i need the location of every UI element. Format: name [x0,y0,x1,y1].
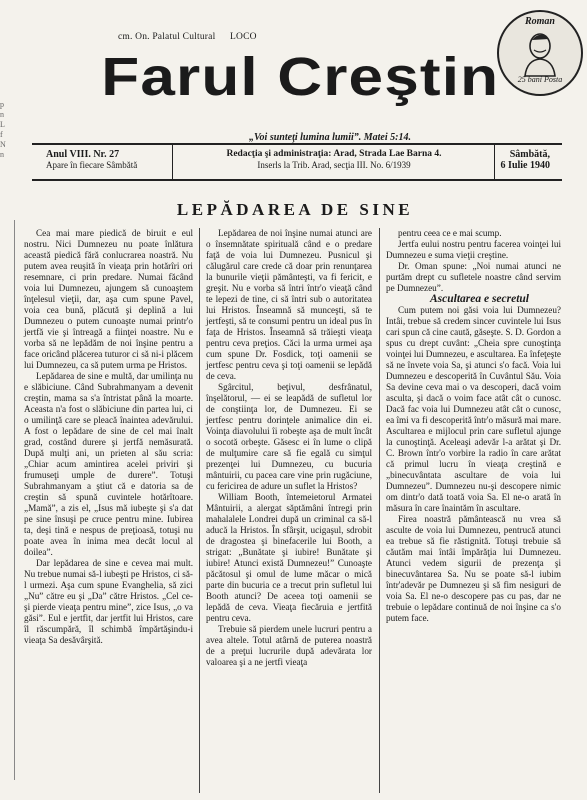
margin-notes [0,100,14,160]
margin-note: N [0,140,6,149]
article-title: LEPĂDAREA DE SINE [176,200,414,219]
paragraph: Lepădarea de noi înşine numai atunci are o însemnătate spirituală când e o predare faţă de voia lui Dumnezeu. Pusnicul şi călugărul care crede că doar prin renunţarea la bunurile vieţii pământeşti, va fi fericit, e greşit. Nu e vorba să întri într'o vieaţă când te lepezi de tine, ci să întri sub o autoritatea lui Hristos. Înseamnă să munceşti, să te jertfeşti, să te consumi pentru un ideal pus în faţa de Hristos. Înseamnă să trăieşti vieaţa pentru ceva preţios. Căci la urma urmei aşa cum spune Dr. Fosdick, toţi oamenii se jertfesc pentru ceva şi toţi oamenii se lepădă de ceva. [206,228,372,381]
issue-info [46,149,146,171]
library-stamp-text: cm. On. Palatul Cultural [118,32,216,42]
info-divider [494,145,495,179]
paragraph: Jertfa eului nostru pentru facerea voinţei lui Dumnezeu e suma vieţii creştine. [386,239,561,260]
editorial-info [184,149,484,171]
section-subheading: Ascultarea e secretul [429,293,530,305]
paragraph: pentru ceea ce e mai scump. [398,228,502,238]
column-rule [379,228,380,793]
price-stamp [497,10,583,96]
article-column-1 [24,228,193,646]
margin-note: f [0,130,3,139]
address: Redacţia şi administraţia: Arad, Strada Lae Barna 4. [226,149,442,159]
margin-note: p [0,100,4,109]
article-column-3 [386,228,561,624]
paragraph: Cum putem noi găsi voia lui Dumnezeu? Intâi, trebue să credem sincer cuvintele lui Isus cari spun că cine caută, găseşte. S. D. Gordon a spus cu drept cuvânt: „Cheia spre cunoştinţa voinţei lui Dumnezeu, e ascultarea. Ea înfeţeşte să ne învete voia Sa, şi atunci s'o facă. Voia lui Dumnezeu e descoperită în Cuvântul Său. Voia Sa devine ceva mai o va descoperi, dacă voim asculta, şi dacă o voim face atât cât o cunosc. Dacă fac voia lui Dumnezeu atât cât o cunosc, ea îmi va fi descoperită într'o măsură mai mare. Ascultarea e mijlocul prin care sufletul ajunge la cunoştinţă. Aceleaşi adevăr l-a arătat şi Dr. C. Brown într'o vorbire la radio în care arătat că primul lucru în vieaţa creştină e „binecuvântata ascultare de voia lui Dumnezeu”. Dumnezeu nu-şi descopere nimic om dintr'o dată toată voia Sa. El ne-o arată în măsura în care înaintăm în ascultare. [386,305,561,513]
margin-note: L [0,120,5,129]
paragraph: Firea noastră pământească nu vrea să asculte de voia lui Dumnezeu, pentrucă atunci ea trebue să fie răstignită. Totuşi trebuie să căutăm mai întâi împărăţia lui Dumnezeu. Atunci vedem sigurii de prezenţa şi binecuvântarea Sa. Nu se poate să-l iubim într'adevăr pe Dumnezeu şi să fim nesiguri de voia Sa. El ne-o descopere pas cu pas, dar ne trebuie o lepădare continuă de noi înşine ca s'o putem face. [386,514,561,623]
paragraph: Cea mai mare piedică de biruit e eul nostru. Nici Dumnezeu nu poate înlătura această piedică fără conlucrarea noastră. Nu putem avea reuşită în vieaţa prin hotărîri ori resemnare, ci prin predare. Numai făcând voia lui Dumnezeu, ajungem să cunoaştem înţelesul vieţii, dar, aşa cum spune Pavel, voia cea bună, plăcută şi deplină a lui Dumnezeu o putem cunoaşte numai printr'o jertfă vie şi întreagă a fiinţei noastre. Nu e vorba să ne lepădăm de noi înşine pentru a face oricând plăcerea tuturor ci să ni-i plăcem lui Dumnezeu, ca să putem urma pe Hristos. [24,228,193,370]
article-column-2 [206,228,372,668]
paragraph: Lepădarea de sine e multă, dar umilinţa nu e slăbiciune. Când Subrahmanyam a devenit creştin, mama sa s'a întristat până la moarte. Aceasta n'a fost o slăbiciune din partea lui, ci o umilinţă care se pleacă înaintea adevărului. A fost o lepădare de sine de cel mai înalt grad, costând durere şi jertfă nemăsurată. După mulţi ani, un prieten al său scria: „Chiar acum amintirea acelei priviri şi frumuseţi umple de durere”. Totuşi Subrahmanyam a ştiut că e datoria sa de creştin să spună cuvintele hotărîtoare. „Mamă”, a zis el, „Isus mă iubeşte şi s'a dat pe sine însuşi pe cruce pentru mine. Iubirea ta, deşi tină e nespus de preţioasă, totuşi nu poate avea în inima mea decât locul al doilea”. [24,371,193,557]
paragraph: Dr. Oman spune: „Noi numai atunci ne purtăm drept cu sufletele noastre când servim pe Dumnezeu”. [386,261,561,293]
date-info [501,149,550,171]
info-divider [172,145,173,179]
issue-date: 6 Iulie 1940 [500,160,550,171]
margin-note: n [0,110,4,119]
portrait-stamp-icon [519,30,561,78]
margin-rule [14,220,15,780]
registration: Inserls la Trib. Arad, secţia III. No. 6/1939 [257,160,411,170]
paragraph: William Booth, întemeietorul Armatei Mântuirii, a alergat săptămâni întregi prin mahalalele Londrei după un criminal ca să-l aducă la Hristos. În sfârşit, ucigaşul, sdrobit de dragostea şi binefacerile lui Booth, a strigat: „Bunătate şi iubire! Bunătate şi iubire! Atunci există Dumnezeu!” Cunoaşte păcătosul şi omul de lume măcar o mică parte din bucuria ce a trecut prin sufletul lui Booth atunci? De aceea toţi oamenii se lepădă de ceva. Vieaţa fiecăruia e jertfită pentru ceva. [206,492,372,623]
weekday: Sâmbătă, [509,149,550,160]
motto: „Voi sunteţi lumina lumii”. Matei 5:14. [249,132,411,143]
price-stamp-bottom: 25 bani Posta [517,75,563,84]
paragraph: Dar lepădarea de sine e cevea mai mult. Nu trebue numai să-l iubeşti pe Hristos, ci să-l urmezi. Aşa cum spune Evanghelia, să zici „Nu” către eu şi „Da” către Hristos. „Cel ce-şi pierde vieaţa pentru mine”, zice Isus, „o va găsi”. Eul e jertfit, dar jertfit lui Hristos, care îl răscumpără, îl schimbă împărtăşindu-i vieaţa Sa desăvârşită. [24,558,193,645]
library-stamp [118,32,257,42]
masthead-title: Farul Creştin [101,47,500,107]
column-rule [199,228,200,793]
issue-number: Anul VIII. Nr. 27 [46,149,120,160]
paragraph: Sgârcitul, beţivul, desfrânatul, înşelătorul, — ei se leapădă de sufletul lor de conştiinţa lor, de Dumnezeu. Ei se jertfesc pentru dorinţele animalice din ei. Voinţa diavolului îi robeşte aşa de mult încât o socotă orbeşte. Găsesc ei în lume o clipă de mulţumire care să fie egală cu simţul prezenţei lui Dumnezeu, cu bucuria mântuirii, cu pacea care vine prin rugăciune, cu fericirea de adure un suflet la Hristos? [206,382,372,491]
library-stamp-loco: LOCO [230,32,257,42]
margin-note: n [0,150,4,159]
appears-note: Apare în fiecare Sâmbătă [46,160,138,170]
info-bar [32,143,562,181]
price-stamp-top: Roman [524,16,555,27]
paragraph: Trebuie să pierdem unele lucruri pentru a avea altele. Totul atârnă de puterea noastră de a preţui lucrurile după adevărata lor valoarea şi a ne jertfi vieaţa [206,624,372,667]
